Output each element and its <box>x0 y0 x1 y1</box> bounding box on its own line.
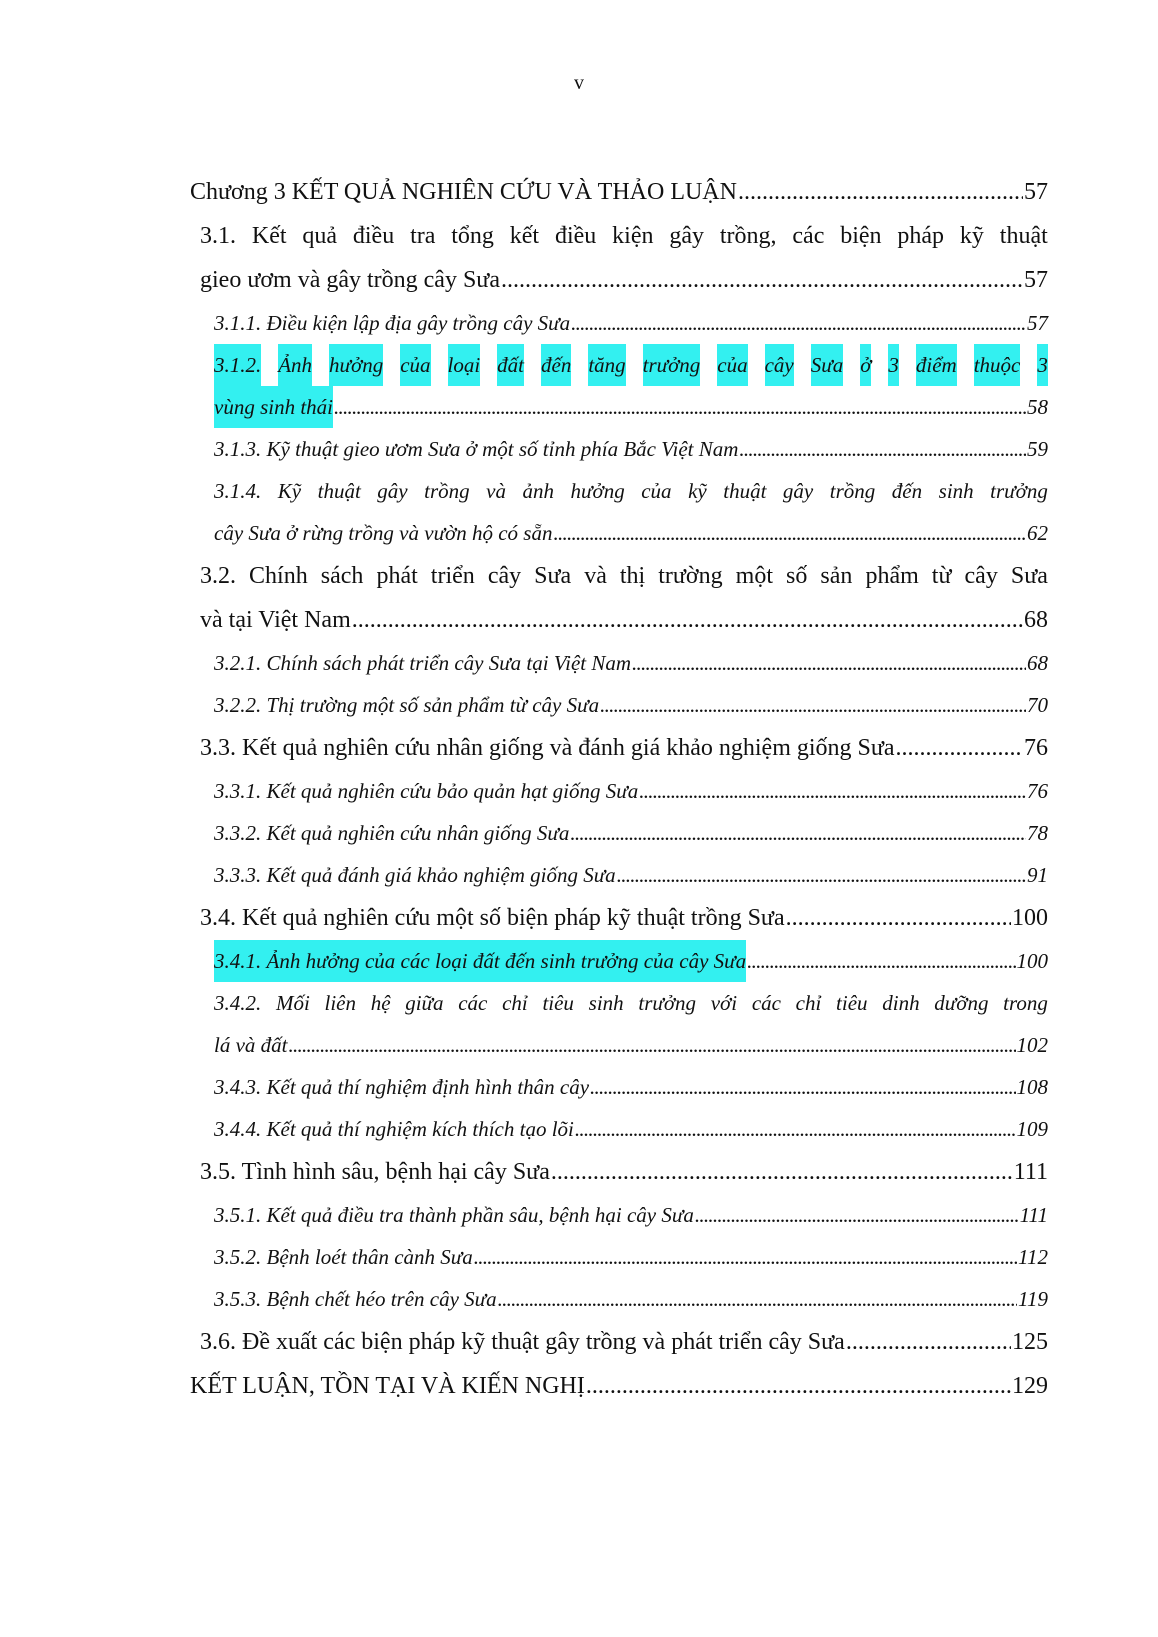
toc-page-number: 78 <box>1027 821 1048 845</box>
toc-entry-title: KẾT LUẬN, TỒN TẠI VÀ KIẾN NGHỊ <box>190 1373 585 1399</box>
toc-page-number: 111 <box>1013 1159 1048 1185</box>
toc-entry[interactable] <box>190 428 1048 470</box>
dot-leader <box>570 812 1026 854</box>
toc-page-number: 57 <box>1024 267 1048 293</box>
dot-leader <box>632 642 1026 684</box>
toc-entry-line: 3.2. Chính sách phát triển cây Sưa và thị trường một số sản phẩm từ cây Sưa <box>200 563 1048 589</box>
dot-leader <box>551 1150 1013 1194</box>
toc-page-number: 119 <box>1018 1287 1048 1311</box>
toc-entry-title: 3.1.1. Điều kiện lập địa gây trồng cây Sưa <box>214 311 571 335</box>
dot-leader <box>896 726 1023 770</box>
dot-leader <box>786 896 1011 940</box>
dot-leader <box>590 1066 1015 1108</box>
toc-page-number: 68 <box>1024 607 1048 633</box>
dot-leader <box>289 1024 1016 1066</box>
toc-entry-title: 3.4. Kết quả nghiên cứu một số biện pháp kỹ thuật trồng Sưa <box>200 905 785 931</box>
toc-entry[interactable] <box>190 1236 1048 1278</box>
toc-entry-title: vùng sinh thái <box>214 386 333 428</box>
toc-entry-title: lá và đất <box>214 1033 288 1057</box>
toc-entry-line: 3.1. Kết quả điều tra tổng kết điều kiện gây trồng, các biện pháp kỹ thuật <box>200 223 1048 249</box>
toc-entry[interactable] <box>190 302 1048 344</box>
toc-entry-title: 3.2.2. Thị trường một số sản phẩm từ cây Sưa <box>214 693 600 717</box>
toc-page-number: 57 <box>1027 311 1048 335</box>
toc-entry[interactable] <box>190 854 1048 896</box>
toc-page-number: 100 <box>1016 949 1048 973</box>
toc-entry[interactable] <box>190 1278 1048 1320</box>
toc-entry[interactable] <box>190 812 1048 854</box>
dot-leader <box>474 1236 1017 1278</box>
dot-leader <box>352 598 1023 642</box>
toc-entry[interactable] <box>190 642 1048 684</box>
toc-page-number: 102 <box>1016 1033 1048 1057</box>
toc-page-number: 59 <box>1027 437 1048 461</box>
toc-entry-title: 3.5.3. Bệnh chết héo trên cây Sưa <box>214 1287 497 1311</box>
toc-entry[interactable] <box>190 896 1048 940</box>
toc-entry-line: 3.1.4. Kỹ thuật gây trồng và ảnh hưởng của kỹ thuật gây trồng đến sinh trưởng <box>214 479 1048 503</box>
toc-entry-line: 3.4.2. Mối liên hệ giữa các chỉ tiêu sinh trưởng với các chỉ tiêu dinh dưỡng trong <box>214 991 1048 1015</box>
toc-page-number: 58 <box>1027 395 1048 419</box>
toc-page-number: 100 <box>1012 905 1048 931</box>
toc-entry-title: Chương 3 KẾT QUẢ NGHIÊN CỨU VÀ THẢO LUẬN <box>190 179 737 205</box>
dot-leader <box>695 1194 1019 1236</box>
dot-leader <box>586 1364 1011 1408</box>
toc-entry-title: 3.4.3. Kết quả thí nghiệm định hình thân cây <box>214 1075 590 1099</box>
toc-entry-title: 3.4.4. Kết quả thí nghiệm kích thích tạo lõi <box>214 1117 574 1141</box>
toc-page-number: 129 <box>1012 1373 1048 1399</box>
dot-leader <box>617 854 1026 896</box>
toc-entry[interactable] <box>190 1150 1048 1194</box>
toc-entry-title: 3.5.2. Bệnh loét thân cành Sưa <box>214 1245 473 1269</box>
dot-leader <box>575 1108 1016 1150</box>
toc-entry-title: cây Sưa ở rừng trồng và vườn hộ có sẵn <box>214 521 553 545</box>
dot-leader <box>571 302 1026 344</box>
toc-entry-title: 3.4.1. Ảnh hưởng của các loại đất đến sinh trưởng của cây Sưa <box>214 940 746 982</box>
toc-page-number: 125 <box>1012 1329 1048 1355</box>
toc-page-number: 91 <box>1027 863 1048 887</box>
toc-entry-title: 3.5. Tình hình sâu, bệnh hại cây Sưa <box>200 1159 550 1185</box>
toc-entry[interactable] <box>190 344 1048 428</box>
dot-leader <box>846 1320 1011 1364</box>
toc-page-number: 108 <box>1016 1075 1048 1099</box>
dot-leader <box>600 684 1026 726</box>
toc-entry-title: gieo ươm và gây trồng cây Sưa <box>200 267 500 293</box>
dot-leader <box>501 258 1023 302</box>
toc-entry-title: 3.3.1. Kết quả nghiên cứu bảo quản hạt giống Sưa <box>214 779 639 803</box>
dot-leader <box>738 170 1023 214</box>
dot-leader <box>747 940 1015 982</box>
toc-entry-title: 3.3.3. Kết quả đánh giá khảo nghiệm giống Sưa <box>214 863 616 887</box>
dot-leader <box>639 770 1026 812</box>
toc-entry[interactable] <box>190 940 1048 982</box>
toc-page-number: 68 <box>1027 651 1048 675</box>
toc-entry-title: 3.1.3. Kỹ thuật gieo ươm Sưa ở một số tỉnh phía Bắc Việt Nam <box>214 437 739 461</box>
toc-entry[interactable] <box>190 1108 1048 1150</box>
toc-entry-title: 3.5.1. Kết quả điều tra thành phần sâu, bệnh hại cây Sưa <box>214 1203 694 1227</box>
toc-entry[interactable] <box>190 554 1048 642</box>
toc-page-number: 62 <box>1027 521 1048 545</box>
toc-page-number: 76 <box>1027 779 1048 803</box>
toc-page-number: 111 <box>1019 1203 1048 1227</box>
toc-page-number: 76 <box>1024 735 1048 761</box>
table-of-contents <box>190 170 1048 1408</box>
toc-entry[interactable] <box>190 214 1048 302</box>
toc-entry[interactable] <box>190 470 1048 554</box>
toc-entry[interactable] <box>190 1066 1048 1108</box>
toc-entry[interactable] <box>190 770 1048 812</box>
toc-entry[interactable] <box>190 726 1048 770</box>
toc-entry-title: 3.3.2. Kết quả nghiên cứu nhân giống Sưa <box>214 821 570 845</box>
dot-leader <box>553 512 1026 554</box>
toc-entry-title: và tại Việt Nam <box>200 607 351 633</box>
page-number: v <box>574 72 584 94</box>
toc-entry[interactable] <box>190 1320 1048 1364</box>
dot-leader <box>334 386 1026 428</box>
toc-entry[interactable] <box>190 982 1048 1066</box>
toc-page-number: 109 <box>1016 1117 1048 1141</box>
dot-leader <box>739 428 1026 470</box>
toc-entry[interactable] <box>190 170 1048 214</box>
toc-entry-title: 3.2.1. Chính sách phát triển cây Sưa tại Việt Nam <box>214 651 632 675</box>
toc-entry-line: 3.1.2. Ảnh hưởng của loại đất đến tăng trưởng của cây Sưa ở 3 điểm thuộc 3 <box>214 344 1048 386</box>
toc-entry[interactable] <box>190 684 1048 726</box>
toc-entry[interactable] <box>190 1364 1048 1408</box>
toc-page-number: 70 <box>1027 693 1048 717</box>
toc-entry-title: 3.3. Kết quả nghiên cứu nhân giống và đánh giá khảo nghiệm giống Sưa <box>200 735 895 761</box>
toc-entry-title: 3.6. Đề xuất các biện pháp kỹ thuật gây trồng và phát triển cây Sưa <box>200 1329 845 1355</box>
toc-page-number: 57 <box>1024 179 1048 205</box>
toc-entry[interactable] <box>190 1194 1048 1236</box>
dot-leader <box>498 1278 1017 1320</box>
toc-page-number: 112 <box>1018 1245 1048 1269</box>
